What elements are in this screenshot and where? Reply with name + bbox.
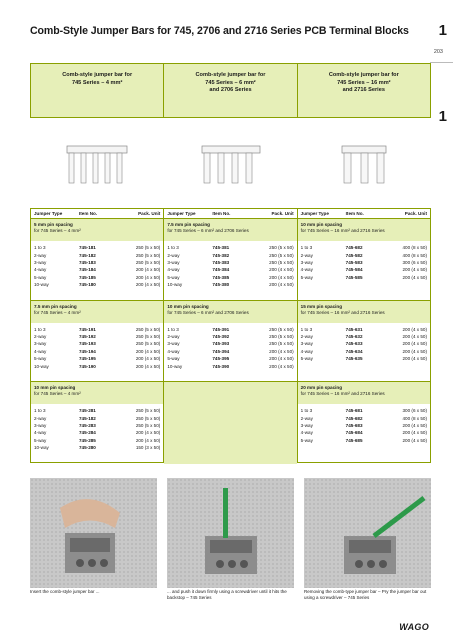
- section-title: 5 mm pin spacing: [34, 222, 73, 227]
- column-header-label: Item No.: [79, 211, 98, 216]
- table-row: [34, 362, 160, 369]
- table-row: [301, 355, 427, 362]
- pack-unit-cell: 150 (3 x 50): [135, 445, 161, 451]
- header-col-16mm: [298, 64, 430, 117]
- page-number: 203: [433, 49, 443, 55]
- section-subtitle: for 745 Series – 4 mm²: [34, 391, 81, 397]
- pack-unit-cell: 200 (4 x 50): [402, 348, 427, 354]
- spacing-section: [298, 382, 430, 464]
- pack-unit-cell: 200 (4 x 50): [402, 326, 427, 332]
- header-col-4mm: [31, 64, 164, 117]
- pack-unit-cell: 200 (4 x 50): [269, 348, 294, 354]
- header-line: 745 Series – 16 mm²: [337, 79, 391, 86]
- section-rows: [164, 241, 296, 290]
- spacing-section: [31, 382, 163, 464]
- pack-unit-cell: 250 (5 x 50): [135, 259, 161, 265]
- item-number-cell: 745-585: [345, 274, 363, 280]
- jumper-type-cell: 4-way: [167, 267, 180, 273]
- section-title: 15 mm pin spacing: [300, 303, 343, 309]
- item-number-cell: 745-635: [345, 356, 363, 362]
- pack-unit-cell: 200 (4 x 50): [402, 341, 427, 347]
- jumper-type-cell: 2-way: [300, 334, 313, 340]
- pack-unit-cell: 200 (4 x 50): [135, 267, 161, 273]
- header-line: Comb-style jumper bar for: [328, 72, 399, 78]
- pack-unit-cell: 200 (4 x 50): [402, 437, 427, 443]
- jumper-type-cell: 1 to 3: [34, 408, 46, 414]
- section-rows: [298, 241, 430, 283]
- spacing-section: [164, 219, 296, 301]
- photo-remove-jumper: [304, 478, 431, 588]
- item-number-cell: 745-685: [345, 437, 363, 443]
- item-number-cell: 745-395: [212, 356, 230, 362]
- pack-unit-cell: 250 (5 x 50): [269, 259, 294, 265]
- spacing-section: [31, 301, 163, 383]
- pack-unit-cell: 250 (5 x 50): [269, 245, 294, 251]
- table-column-16mm: [298, 209, 430, 462]
- item-number-cell: 745-192: [79, 334, 96, 340]
- table-row: [301, 429, 427, 436]
- table-row: [167, 244, 293, 251]
- item-number-cell: 745-392: [212, 334, 230, 340]
- table-column-6mm: [164, 209, 297, 462]
- jumper-type-cell: 3-way: [167, 341, 180, 347]
- table-row: [34, 348, 160, 355]
- section-heading: [164, 219, 296, 241]
- item-number-cell: 745-683: [345, 422, 363, 428]
- pack-unit-cell: 250 (5 x 50): [269, 341, 294, 347]
- column-header-label: Jumper Type: [34, 211, 63, 216]
- item-number-cell: 745-283: [79, 422, 96, 428]
- jumper-type-cell: 4-way: [300, 430, 313, 436]
- caption-remove: Removing the comb-type jumper bar – Pry the jumper bar out using a screwdriver – 745 Series: [304, 589, 427, 601]
- table-row: [34, 326, 160, 333]
- section-subtitle: for 745 Series – 6 mm² and 2706 Series: [167, 309, 249, 315]
- item-number-cell: 745-394: [212, 348, 230, 354]
- item-number-cell: 745-390: [212, 363, 230, 369]
- pack-unit-cell: 200 (4 x 50): [135, 363, 161, 369]
- column-header: [31, 209, 163, 219]
- page-title: Comb-Style Jumper Bars for 745, 2706 and 2716 Series PCB Terminal Blocks: [30, 25, 409, 37]
- column-header-label: Pack. Unit: [271, 211, 294, 216]
- table-row: [34, 340, 160, 347]
- table-row: [301, 274, 427, 281]
- item-number-cell: 745-634: [345, 348, 363, 354]
- pack-unit-cell: 200 (4 x 50): [135, 356, 161, 362]
- pack-unit-cell: 250 (5 x 50): [135, 341, 161, 347]
- jumper-type-cell: 1 to 3: [300, 408, 313, 414]
- pack-unit-cell: 200 (4 x 50): [269, 356, 294, 362]
- table-row: [301, 422, 427, 429]
- item-number-cell: 745-181: [79, 245, 96, 251]
- column-header-label: Item No.: [345, 211, 364, 216]
- jumper-type-cell: 3-way: [34, 341, 47, 347]
- header-col-6mm: [164, 64, 297, 117]
- section-subtitle: for 745 Series – 4 mm²: [34, 228, 81, 234]
- jumper-type-cell: 3-way: [34, 422, 47, 428]
- table-row: [301, 266, 427, 273]
- jumper-type-cell: 1 to 3: [34, 245, 46, 251]
- table-row: [301, 348, 427, 355]
- header-line: Comb-style jumper bar for: [195, 72, 266, 78]
- section-rows: [31, 241, 163, 290]
- item-number-cell: 745-681: [345, 408, 363, 414]
- jumper-type-cell: 5-way: [300, 356, 313, 362]
- jumper-bar-image-4mm: [30, 118, 164, 208]
- item-number-cell: 745-385: [212, 274, 230, 280]
- product-header: [30, 63, 431, 118]
- table-row: [167, 333, 293, 340]
- item-number-cell: 745-391: [212, 326, 230, 332]
- header-line: and 2706 Series: [209, 87, 252, 94]
- jumper-type-cell: 2-way: [167, 334, 180, 340]
- pack-unit-cell: 400 (8 x 50): [402, 245, 427, 251]
- section-subtitle: for 745 Series – 4 mm²: [34, 309, 81, 315]
- table-row: [34, 244, 160, 251]
- item-number-cell: 745-632: [345, 334, 363, 340]
- pack-unit-cell: 200 (4 x 50): [402, 422, 427, 428]
- table-row: [301, 407, 427, 414]
- photo-captions: [30, 589, 431, 601]
- section-heading: [298, 301, 430, 323]
- jumper-type-cell: 10-way: [167, 363, 183, 369]
- jumper-bar-image-16mm: [297, 118, 431, 208]
- spacing-section: [164, 301, 296, 383]
- item-number-cell: 745-190: [79, 363, 96, 369]
- caption-insert: Insert the comb-style jumper bar ...: [30, 589, 100, 594]
- table-row: [167, 326, 293, 333]
- pack-unit-cell: 200 (4 x 50): [135, 274, 161, 280]
- header-line: and 2716 Series: [342, 87, 385, 94]
- pack-unit-cell: 250 (5 x 50): [135, 415, 161, 421]
- jumper-bar-image-6mm: [164, 118, 298, 208]
- table-row: [34, 259, 160, 266]
- item-number-cell: 745-584: [345, 267, 363, 273]
- section-subtitle: for 745 Series – 16 mm² and 2716 Series: [300, 391, 385, 397]
- spacing-section: [298, 219, 430, 301]
- item-number-cell: 745-182: [79, 252, 96, 258]
- item-number-cell: 745-393: [212, 341, 230, 347]
- pack-unit-cell: 200 (4 x 50): [402, 356, 427, 362]
- item-number-cell: 745-182: [79, 415, 96, 421]
- item-number-cell: 745-193: [79, 341, 96, 347]
- jumper-type-cell: 1 to 3: [300, 326, 313, 332]
- section-heading: [298, 382, 430, 404]
- table-row: [167, 340, 293, 347]
- pack-unit-cell: 200 (4 x 50): [402, 334, 427, 340]
- jumper-type-cell: 10-way: [34, 445, 49, 451]
- item-number-cell: 745-682: [345, 415, 363, 421]
- item-number-cell: 745-280: [79, 445, 96, 451]
- jumper-type-cell: 1 to 3: [167, 245, 179, 251]
- section-subtitle: for 745 Series – 6 mm² and 2706 Series: [167, 228, 249, 234]
- pack-unit-cell: 400 (8 x 50): [402, 252, 427, 258]
- jumper-type-cell: 2-way: [300, 415, 313, 421]
- item-number-cell: 745-633: [345, 341, 363, 347]
- pack-unit-cell: 200 (4 x 50): [402, 274, 427, 280]
- table-row: [34, 266, 160, 273]
- column-header-label: Pack. Unit: [404, 211, 427, 216]
- table-row: [34, 333, 160, 340]
- jumper-type-cell: 5-way: [34, 274, 47, 280]
- pack-unit-cell: 300 (6 x 50): [402, 259, 427, 265]
- pack-unit-cell: 200 (4 x 50): [269, 267, 294, 273]
- spacing-section: [164, 382, 296, 464]
- column-header: [298, 209, 430, 219]
- item-number-cell: 745-183: [79, 259, 96, 265]
- table-row: [301, 259, 427, 266]
- table-row: [167, 266, 293, 273]
- jumper-type-cell: 4-way: [300, 267, 313, 273]
- item-number-cell: 745-380: [212, 282, 230, 288]
- photo-push-down: [167, 478, 294, 588]
- item-number-cell: 745-382: [212, 252, 230, 258]
- section-heading: [31, 301, 163, 323]
- jumper-type-cell: 4-way: [300, 348, 313, 354]
- header-line: 745 Series – 4 mm²: [71, 79, 123, 86]
- section-heading: [31, 219, 163, 241]
- jumper-type-cell: 10-way: [167, 282, 183, 288]
- table-row: [167, 281, 293, 288]
- table-row: [301, 414, 427, 421]
- jumper-type-cell: 4-way: [34, 267, 47, 273]
- jumper-type-cell: 10-way: [34, 282, 49, 288]
- item-number-cell: 745-583: [345, 259, 363, 265]
- pack-unit-cell: 200 (4 x 50): [135, 437, 161, 443]
- jumper-type-cell: 2-way: [34, 415, 47, 421]
- chapter-tab-number: 1: [438, 22, 447, 39]
- pack-unit-cell: 250 (5 x 50): [135, 326, 161, 332]
- section-title: 20 mm pin spacing: [300, 385, 343, 390]
- column-header: [164, 209, 296, 219]
- installation-photos: [30, 478, 431, 588]
- jumper-type-cell: 5-way: [167, 274, 180, 280]
- section-title: 10 mm pin spacing: [167, 303, 209, 309]
- item-number-cell: 745-682: [345, 245, 363, 251]
- jumper-type-cell: 2-way: [34, 252, 47, 258]
- section-title: 7.5 mm pin spacing: [167, 222, 210, 227]
- pack-unit-cell: 250 (5 x 50): [135, 408, 161, 414]
- table-row: [167, 274, 293, 281]
- pack-unit-cell: 250 (5 x 50): [269, 252, 294, 258]
- section-rows: [31, 404, 163, 453]
- jumper-type-cell: 4-way: [34, 348, 47, 354]
- table-row: [34, 422, 160, 429]
- section-rows: [298, 323, 430, 365]
- jumper-type-cell: 2-way: [167, 252, 180, 258]
- table-row: [301, 340, 427, 347]
- section-heading: [164, 301, 296, 323]
- header-line: 745 Series – 6 mm²: [205, 79, 256, 86]
- spacing-section: [298, 301, 430, 383]
- wago-logo: WAGO: [383, 622, 429, 634]
- pack-unit-cell: 250 (5 x 50): [135, 334, 161, 340]
- item-number-cell: 745-180: [79, 282, 96, 288]
- table-row: [167, 348, 293, 355]
- section-title: 7.5 mm pin spacing: [34, 303, 77, 309]
- section-rows: [298, 404, 430, 446]
- pack-unit-cell: 200 (4 x 50): [269, 363, 294, 369]
- item-number-cell: 745-684: [345, 430, 363, 436]
- chapter-tab-marker: 1: [438, 108, 447, 125]
- table-row: [167, 355, 293, 362]
- pack-unit-cell: 250 (5 x 50): [135, 245, 161, 251]
- jumper-type-cell: 3-way: [300, 259, 313, 265]
- table-row: [34, 414, 160, 421]
- item-number-cell: 745-184: [79, 267, 96, 273]
- table-row: [301, 333, 427, 340]
- table-row: [167, 362, 293, 369]
- jumper-type-cell: 5-way: [34, 356, 47, 362]
- table-row: [167, 251, 293, 258]
- header-line: Comb-style jumper bar for: [62, 72, 133, 78]
- table-row: [34, 437, 160, 444]
- pack-unit-cell: 200 (4 x 50): [402, 267, 427, 273]
- table-row: [301, 437, 427, 444]
- table-row: [167, 259, 293, 266]
- ordering-table: [30, 208, 431, 463]
- pack-unit-cell: 250 (5 x 50): [269, 334, 294, 340]
- table-row: [34, 251, 160, 258]
- item-number-cell: 745-582: [345, 252, 363, 258]
- column-header-label: Pack. Unit: [138, 211, 161, 216]
- section-subtitle: for 745 Series – 16 mm² and 2716 Series: [300, 309, 385, 315]
- pack-unit-cell: 200 (4 x 50): [269, 282, 294, 288]
- table-row: [301, 326, 427, 333]
- jumper-type-cell: 10-way: [34, 363, 49, 369]
- item-number-cell: 745-195: [79, 356, 96, 362]
- jumper-type-cell: 2-way: [300, 252, 313, 258]
- jumper-type-cell: 4-way: [167, 348, 180, 354]
- table-row: [34, 355, 160, 362]
- tab-divider: [430, 62, 453, 63]
- jumper-type-cell: 5-way: [34, 437, 47, 443]
- pack-unit-cell: 300 (6 x 50): [402, 408, 427, 414]
- item-number-cell: 745-631: [345, 326, 363, 332]
- jumper-type-cell: 5-way: [300, 274, 313, 280]
- table-row: [34, 281, 160, 288]
- item-number-cell: 745-284: [79, 430, 96, 436]
- section-heading: [31, 382, 163, 404]
- jumper-type-cell: 5-way: [300, 437, 313, 443]
- item-number-cell: 745-285: [79, 437, 96, 443]
- pack-unit-cell: 200 (4 x 50): [135, 430, 161, 436]
- pack-unit-cell: 200 (4 x 50): [269, 274, 294, 280]
- table-row: [301, 244, 427, 251]
- item-number-cell: 745-384: [212, 267, 230, 273]
- table-row: [34, 429, 160, 436]
- jumper-type-cell: 3-way: [167, 259, 180, 265]
- product-images: [30, 118, 431, 208]
- pack-unit-cell: 200 (4 x 50): [402, 430, 427, 436]
- caption-push: ... and push it down firmly using a screwdriver until it hits the backstop – 745 Series: [167, 589, 287, 601]
- item-number-cell: 745-185: [79, 274, 96, 280]
- jumper-type-cell: 3-way: [34, 259, 47, 265]
- section-heading: [298, 219, 430, 241]
- table-row: [34, 274, 160, 281]
- section-rows: [164, 323, 296, 372]
- jumper-type-cell: 3-way: [300, 422, 313, 428]
- pack-unit-cell: 200 (4 x 50): [135, 348, 161, 354]
- item-number-cell: 745-194: [79, 348, 96, 354]
- section-subtitle: for 745 Series – 16 mm² and 2716 Series: [300, 228, 385, 234]
- pack-unit-cell: 250 (5 x 50): [269, 326, 294, 332]
- spacing-section: [31, 219, 163, 301]
- pack-unit-cell: 200 (4 x 50): [135, 282, 161, 288]
- pack-unit-cell: 250 (5 x 50): [135, 252, 161, 258]
- pack-unit-cell: 400 (8 x 50): [402, 415, 427, 421]
- jumper-type-cell: 1 to 3: [300, 245, 313, 251]
- column-header-label: Item No.: [212, 211, 231, 216]
- section-rows: [31, 323, 163, 372]
- photo-insert-jumper: [30, 478, 157, 588]
- jumper-type-cell: 4-way: [34, 430, 47, 436]
- item-number-cell: 745-381: [212, 245, 230, 251]
- pack-unit-cell: 250 (5 x 50): [135, 422, 161, 428]
- table-column-4mm: [31, 209, 164, 462]
- jumper-type-cell: 2-way: [34, 334, 47, 340]
- item-number-cell: 745-281: [79, 408, 96, 414]
- item-number-cell: 745-383: [212, 259, 230, 265]
- column-header-label: Jumper Type: [300, 211, 329, 216]
- jumper-type-cell: 3-way: [300, 341, 313, 347]
- table-row: [34, 444, 160, 451]
- table-row: [34, 407, 160, 414]
- section-title: 10 mm pin spacing: [300, 222, 343, 227]
- column-header-label: Jumper Type: [167, 211, 196, 216]
- table-row: [301, 251, 427, 258]
- jumper-type-cell: 5-way: [167, 356, 180, 362]
- jumper-type-cell: 1 to 3: [34, 326, 46, 332]
- section-title: 10 mm pin spacing: [34, 385, 76, 390]
- jumper-type-cell: 1 to 3: [167, 326, 179, 332]
- item-number-cell: 745-191: [79, 326, 96, 332]
